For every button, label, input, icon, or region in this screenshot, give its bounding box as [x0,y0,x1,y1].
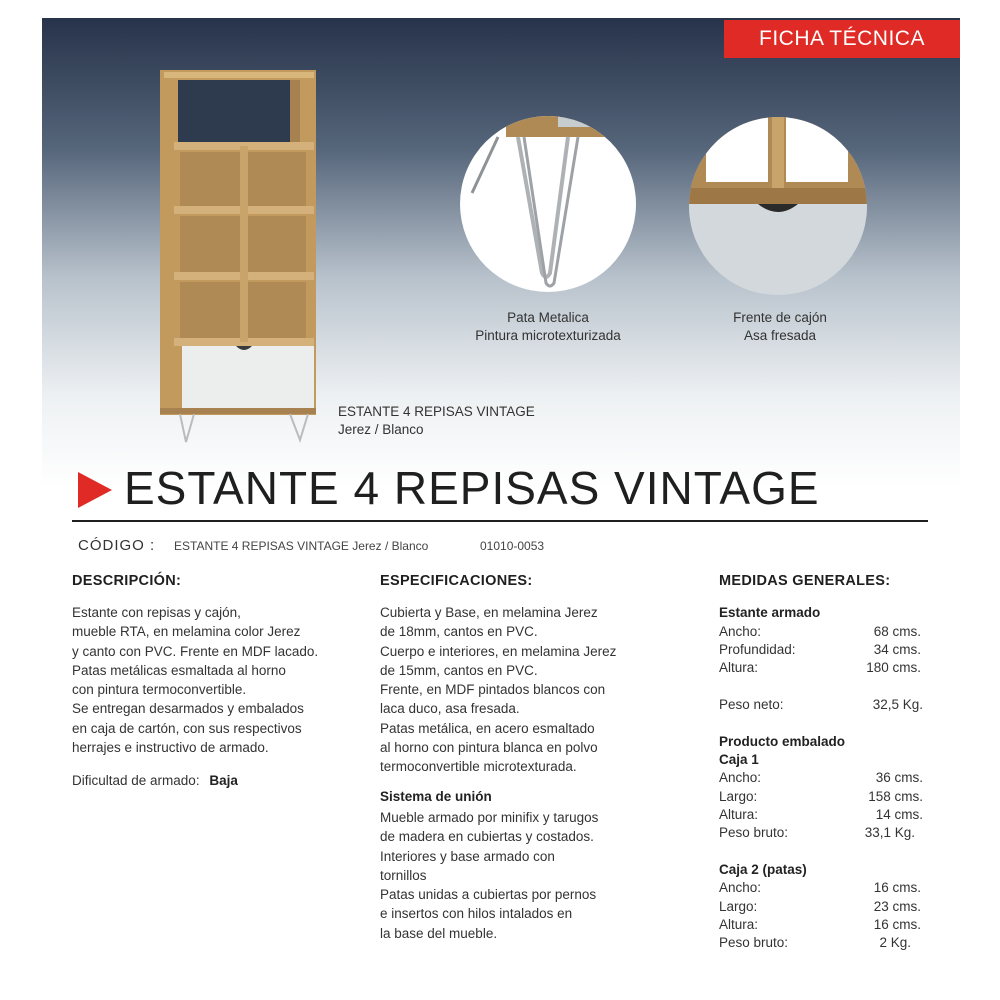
row-key: Ancho: [719,880,762,895]
metal-leg-caption-line2: Pintura microtexturizada [475,328,621,343]
caja2-row [719,917,921,936]
especificaciones-line: de 15mm, cantos en PVC. [380,662,538,678]
especificaciones-line: al horno con pintura blanca en polvo [380,740,598,756]
drawer-front-caption-line2: Asa fresada [743,328,817,343]
caja2-row [719,935,909,954]
row-value: 33,1 Kg. [864,825,915,840]
metal-leg-caption-line1: Pata Metalica [507,310,589,325]
row-key: Altura: [719,917,759,932]
row-value: 36 cms. [875,770,923,785]
row-value: 68 cms. [873,624,921,639]
drawer-front-caption [680,309,880,345]
row-key: Largo: [719,899,758,914]
medidas-heading: MEDIDAS GENERALES: [719,573,891,589]
code-description: ESTANTE 4 REPISAS VINTAGE Jerez / Blanco [174,539,429,553]
difficulty [72,771,238,790]
sistema-union-text [380,808,598,943]
row-key: Altura: [719,807,759,822]
especificaciones-line: laca duco, asa fresada. [380,701,520,717]
descripcion-line: mueble RTA, en melamina color Jerez [72,624,301,640]
descripcion-heading: DESCRIPCIÓN: [72,573,182,589]
caja1-row [719,825,915,844]
especificaciones-text [380,603,616,777]
row-value: 158 cms. [868,789,923,804]
especificaciones-line: de 18mm, cantos en PVC. [380,624,538,640]
caja1-heading: Caja 1 [719,752,759,767]
row-key: Ancho: [719,770,762,785]
estante-armado-heading: Estante armado [719,605,821,620]
product-caption-name: ESTANTE 4 REPISAS VINTAGE [338,404,535,419]
page-title: ESTANTE 4 REPISAS VINTAGE [124,462,820,514]
row-key: Largo: [719,789,758,804]
peso-neto-row [719,697,923,716]
especificaciones-line: Cubierta y Base, en melamina Jerez [380,605,598,620]
armado-row [719,642,921,661]
caja1-row [719,789,923,808]
union-line: tornillos [380,867,427,883]
metal-leg-caption [448,309,648,345]
bookshelf-image [150,62,330,457]
descripcion-line: herrajes e instructivo de armado. [72,740,269,756]
caja1-row [719,807,923,826]
especificaciones-line: Cuerpo e interiores, en melamina Jerez [380,643,617,659]
row-key: Peso bruto: [719,825,789,840]
descripcion-line: Patas metálicas esmaltada al horno [72,662,286,678]
row-key: Peso bruto: [719,935,789,950]
especificaciones-line: termoconvertible microtexturada. [380,759,577,775]
especificaciones-line: Frente, en MDF pintados blancos con [380,682,606,698]
caja2-row [719,899,921,918]
descripcion-line: Estante con repisas y cajón, [72,605,241,620]
producto-embalado-heading: Producto embalado [719,734,846,749]
difficulty-label: Dificultad de armado: [72,773,200,788]
descripcion-line: con pintura termoconvertible. [72,682,247,698]
product-caption [338,403,535,439]
ficha-tecnica-badge: FICHA TÉCNICA [724,20,960,58]
row-value: 2 Kg. [879,935,911,950]
descripcion-line: y canto con PVC. Frente en MDF lacado. [72,643,319,659]
product-caption-color: Jerez / Blanco [338,422,424,437]
row-value: 16 cms. [873,880,921,895]
row-value: 180 cms. [866,660,921,675]
drawer-front-caption-line1: Frente de cajón [733,310,827,325]
union-line: Patas unidas a cubiertas por pernos [380,887,597,903]
row-key: Profundidad: [719,642,796,657]
union-line: e insertos con hilos intalados en [380,906,573,922]
title-arrow-icon [78,472,112,508]
caja2-heading: Caja 2 (patas) [719,862,807,877]
row-value: 32,5 Kg. [872,697,923,712]
row-value: 14 cms. [875,807,923,822]
union-line: la base del mueble. [380,925,498,941]
drawer-front-detail-image [688,116,868,296]
title-divider [72,520,928,522]
union-line: de madera en cubiertas y costados. [380,829,594,845]
row-key: Ancho: [719,624,762,639]
especificaciones-heading: ESPECIFICACIONES: [380,573,533,589]
caja1-row [719,770,923,789]
row-value: 16 cms. [873,917,921,932]
caja2-row [719,880,921,899]
code-label: CÓDIGO : [78,537,156,554]
row-key: Peso neto: [719,697,784,712]
union-line: Mueble armado por minifix y tarugos [380,810,599,825]
armado-row [719,660,921,679]
union-line: Interiores y base armado con [380,848,555,864]
difficulty-value: Baja [209,773,238,788]
row-value: 23 cms. [873,899,921,914]
descripcion-text [72,603,318,757]
sistema-union-heading: Sistema de unión [380,789,492,804]
especificaciones-line: Patas metálica, en acero esmaltado [380,720,595,736]
metal-leg-detail-image [458,113,638,295]
code-number: 01010-0053 [480,539,545,553]
descripcion-line: Se entregan desarmados y embalados [72,701,304,717]
row-key: Altura: [719,660,759,675]
descripcion-line: en caja de cartón, con sus respectivos [72,720,302,736]
armado-row [719,624,921,643]
row-value: 34 cms. [873,642,921,657]
